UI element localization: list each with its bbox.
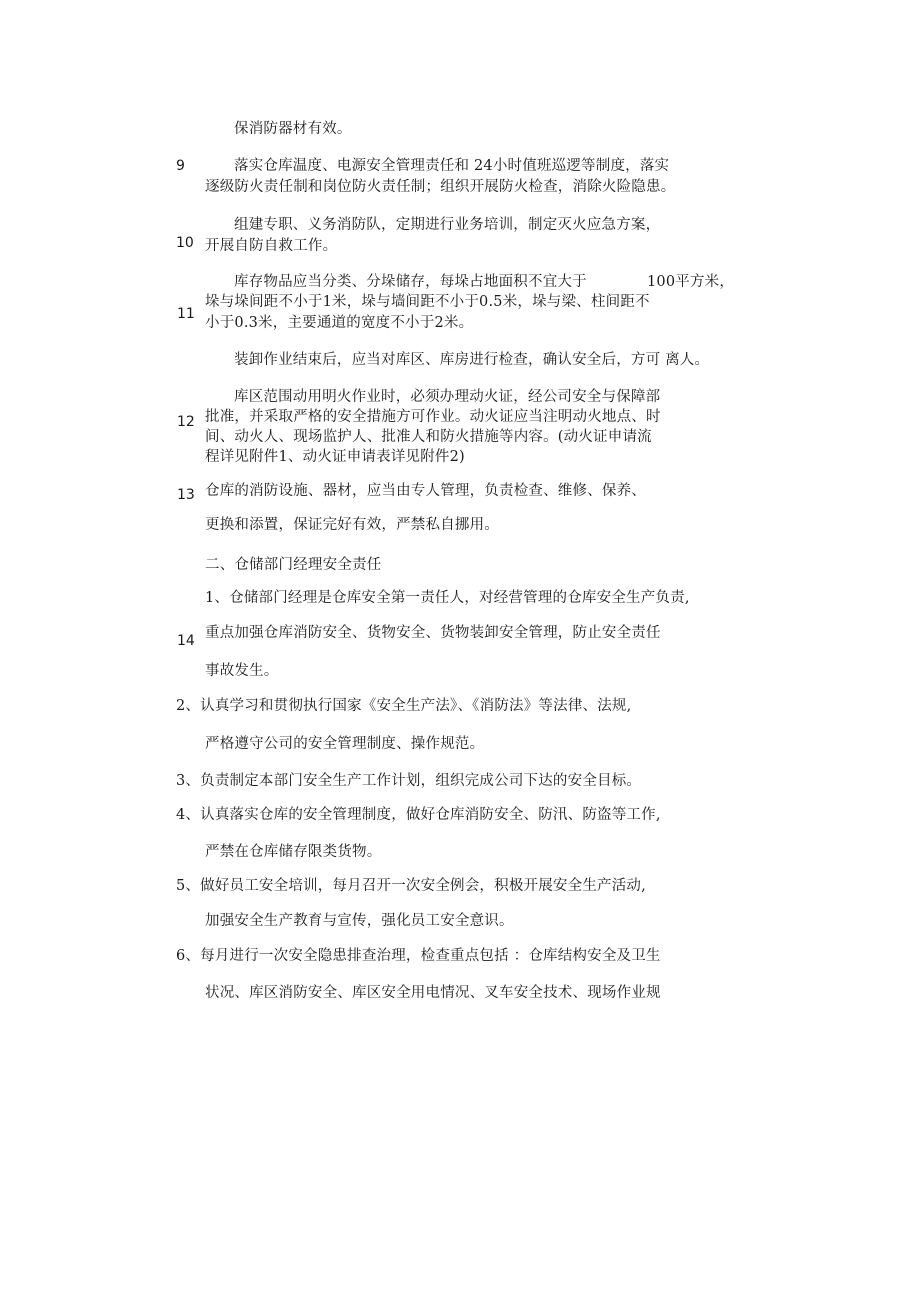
item-number-9: 9 xyxy=(176,158,185,174)
text-line: 装卸作业结束后，应当对库区、库房进行检查，确认安全后，方可 离人。 xyxy=(234,352,710,368)
text-line: 严格遵守公司的安全管理制度、操作规范。 xyxy=(205,736,485,752)
text-line: 状况、库区消防安全、库区安全用电情况、叉车安全技术、现场作业规 xyxy=(205,985,661,1001)
text-line: 垛与垛间距不小于1米，垛与墙间距不小于0.5米，垛与梁、柱间距不 xyxy=(205,294,650,310)
text-line: 6、每月进行一次安全隐患排查治理，检查重点包括 ：仓库结构安全及卫生 xyxy=(176,948,661,964)
text-line: 组建专职、义务消防队，定期进行业务培训，制定灭火应急方案， xyxy=(234,217,661,233)
text-line: 开展自防自救工作。 xyxy=(205,238,338,254)
text-line: 仓库的消防设施、器材，应当由专人管理，负责检查、维修、保养、 xyxy=(205,483,646,499)
text-line: 库区范围动用明火作业时，必须办理动火证，经公司安全与保障部 xyxy=(234,389,661,405)
text-line: 更换和添置，保证完好有效，严禁私自挪用。 xyxy=(205,517,499,533)
text-line: 1、仓储部门经理是仓库安全第一责任人，对经营管理的仓库安全生产负责, xyxy=(205,590,690,606)
text-line: 程详见附件1、动火证申请表详见附件2) xyxy=(205,449,465,465)
text-line: 间、动火人、现场监护人、批准人和防火措施等内容。(动火证申请流 xyxy=(205,429,652,445)
item-number-13: 13 xyxy=(177,487,195,503)
text-line: 小于0.3米，主要通道的宽度不小于2米。 xyxy=(205,315,474,331)
item-number-11: 11 xyxy=(177,306,195,322)
text-line: 4、认真落实仓库的安全管理制度，做好仓库消防安全、防汛、防盗等工作, xyxy=(176,807,661,823)
item-number-12: 12 xyxy=(177,414,195,430)
text-line: 批准，并采取严格的安全措施方可作业。动火证应当注明动火地点、时 xyxy=(205,409,661,425)
item-number-14: 14 xyxy=(177,633,195,649)
text-line: 100平方米， xyxy=(647,274,735,290)
item-number-10: 10 xyxy=(176,235,194,251)
section-heading: 二、仓储部门经理安全责任 xyxy=(205,557,382,573)
text-line: 事故发生。 xyxy=(205,663,279,679)
text-line: 3、负责制定本部门安全生产工作计划，组织完成公司下达的安全目标。 xyxy=(176,773,642,789)
text-line: 加强安全生产教育与宣传，强化员工安全意识。 xyxy=(205,913,514,929)
text-line: 2、认真学习和贯彻执行国家《安全生产法》、《消防法》等法律、法规, xyxy=(176,698,632,714)
text-line: 重点加强仓库消防安全、货物安全、货物装卸安全管理，防止安全责任 xyxy=(205,625,661,641)
text-line: 逐级防火责任制和岗位防火责任制；组织开展防火检查，消除火险隐患。 xyxy=(205,179,676,195)
text-line: 库存物品应当分类、分垛储存，每垛占地面积不宜大于 xyxy=(234,274,587,290)
text-line: 5、做好员工安全培训，每月召开一次安全例会，积极开展安全生产活动, xyxy=(176,878,646,894)
text-line: 严禁在仓库储存限类货物。 xyxy=(205,844,382,860)
text-line: 落实仓库温度、电源安全管理责任和 24小时值班巡逻等制度，落实 xyxy=(234,158,670,174)
text-line: 保消防器材有效。 xyxy=(234,121,352,137)
